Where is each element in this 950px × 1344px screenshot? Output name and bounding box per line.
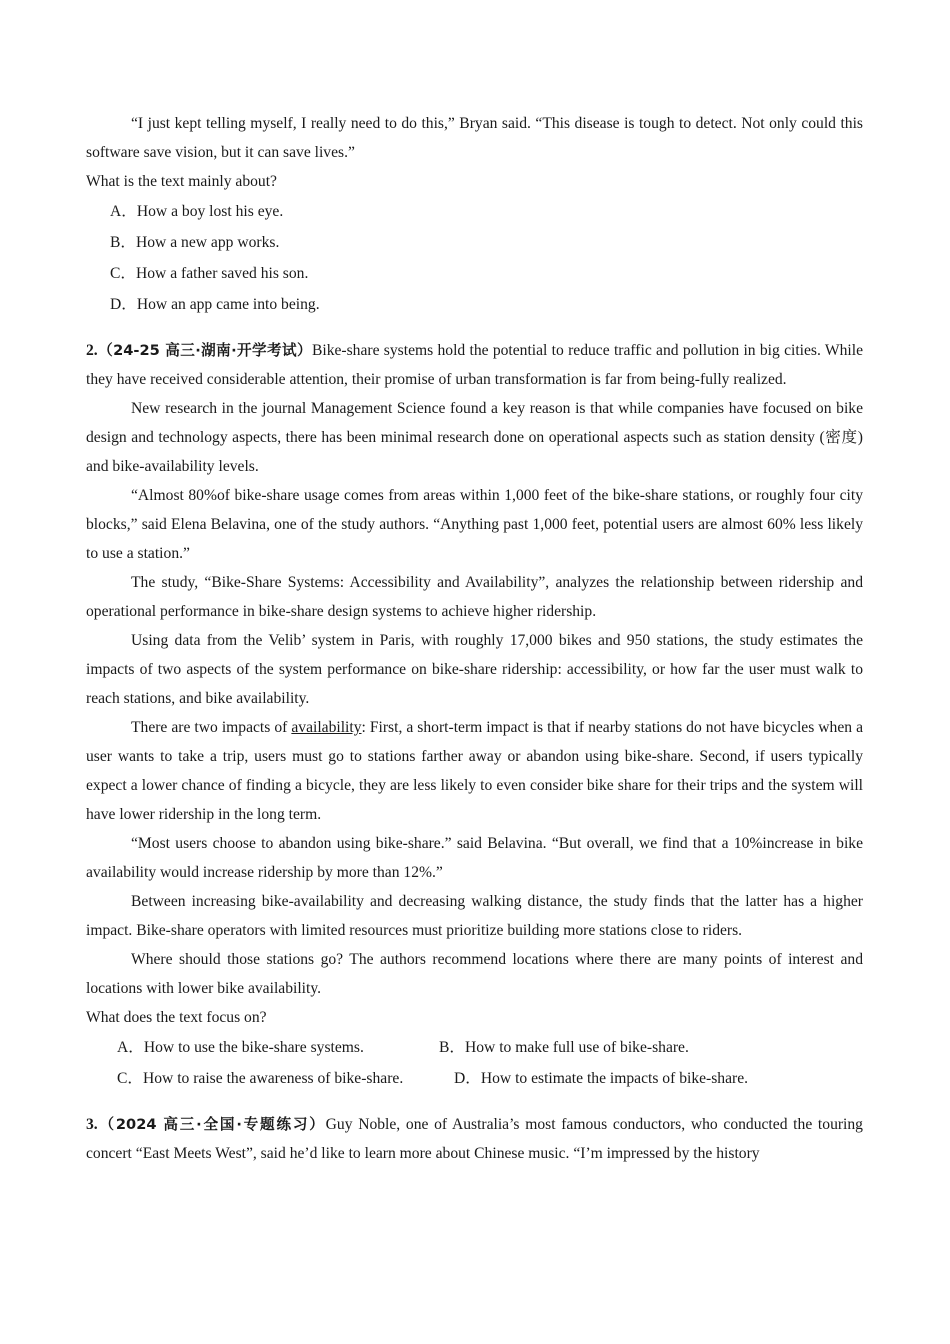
- q2-paragraph: “Almost 80%of bike-share usage comes from areas within 1,000 feet of the bike-share stations, or roughly four city blocks,” said Elena Belavina, one of the study authors. “Anything past 1,000 feet, potential users are almost 60% less likely to use a station.”: [86, 487, 863, 562]
- q2-underlined-word: availability: [291, 719, 362, 736]
- q2-option-a: A．How to use the bike-share systems.: [117, 1039, 364, 1056]
- q2-question: What does the text focus on?: [86, 1009, 267, 1026]
- q2-option-b: B．How to make full use of bike-share.: [439, 1039, 689, 1056]
- q3-source: （2024 高三·全国·专题练习）: [97, 1116, 326, 1133]
- q1-option-d: D．How an app came into being.: [110, 296, 320, 313]
- q2-paragraph: New research in the journal Management Science found a key reason is that while companies have focused on bike design and technology aspects, there has been minimal research done on operational aspects such as station density (密度) and bike-availability levels.: [86, 400, 863, 475]
- document-content: [86, 109, 863, 1168]
- q2-p6-after: : First, a short-term impact is that if nearby stations do not have bicycles when a user wants to take a trip, users must go to stations farther away or abandon using bike-share. Second, if users typically expect a lower chance of finding a bicycle, they are less likely to even consider bike share for their trips and the system will have lower ridership in the long term.: [86, 719, 863, 823]
- spacer: [86, 320, 863, 336]
- q1-question: What is the text mainly about?: [86, 173, 277, 190]
- q2-paragraph: Using data from the Velib’ system in Paris, with roughly 17,000 bikes and 950 stations, the study estimates the impacts of two aspects of the system performance on bike-share ridership: accessibility, or how far the user must walk to reach stations, and bike availability.: [86, 632, 863, 707]
- q2-number: 2.: [86, 342, 98, 359]
- q2-source: （24-25 高三·湖南·开学考试）: [97, 342, 312, 359]
- q3-intro-paragraph: [86, 1110, 863, 1168]
- q2-intro-text: Bike-share systems hold the potential to reduce traffic and pollution in big cities. While they have received considerable attention, their promise of urban transformation is far from being-fully realized.: [86, 342, 863, 388]
- q2-intro-paragraph: [86, 336, 863, 394]
- q1-option-a: A．How a boy lost his eye.: [110, 203, 284, 220]
- q2-option-c: C．How to raise the awareness of bike-share.: [117, 1070, 404, 1087]
- q2-option-d: D．How to estimate the impacts of bike-share.: [454, 1070, 749, 1087]
- q1-option-c: C．How a father saved his son.: [110, 265, 309, 282]
- q3-intro-text: Guy Noble, one of Australia’s most famous conductors, who conducted the touring concert “East Meets West”, said he’d like to learn more about Chinese music. “I’m impressed by the history: [86, 1116, 863, 1162]
- q2-paragraph-availability: [86, 713, 863, 829]
- q2-paragraph: “Most users choose to abandon using bike-share.” said Belavina. “But overall, we find that a 10%increase in bike availability would increase ridership by more than 12%.”: [86, 835, 863, 881]
- q2-paragraph: Where should those stations go? The authors recommend locations where there are many points of interest and locations with lower bike availability.: [86, 951, 863, 997]
- q3-number: 3.: [86, 1116, 98, 1133]
- q2-p6-before: There are two impacts of: [131, 719, 292, 736]
- q2-paragraph: Between increasing bike-availability and decreasing walking distance, the study finds that the latter has a higher impact. Bike-share operators with limited resources must prioritize building more stations close to riders.: [86, 893, 863, 939]
- q2-options-row-1: [86, 1032, 863, 1063]
- spacer: [86, 1094, 863, 1110]
- q2-paragraph: The study, “Bike-Share Systems: Accessibility and Availability”, analyzes the relationship between ridership and operational performance in bike-share design systems to achieve higher ridership.: [86, 574, 863, 620]
- q1-closing-paragraph: “I just kept telling myself, I really need to do this,” Bryan said. “This disease is tough to detect. Not only could this software save vision, but it can save lives.”: [86, 115, 863, 161]
- q1-option-b: B．How a new app works.: [110, 234, 280, 251]
- q2-options-row-2: [86, 1063, 863, 1094]
